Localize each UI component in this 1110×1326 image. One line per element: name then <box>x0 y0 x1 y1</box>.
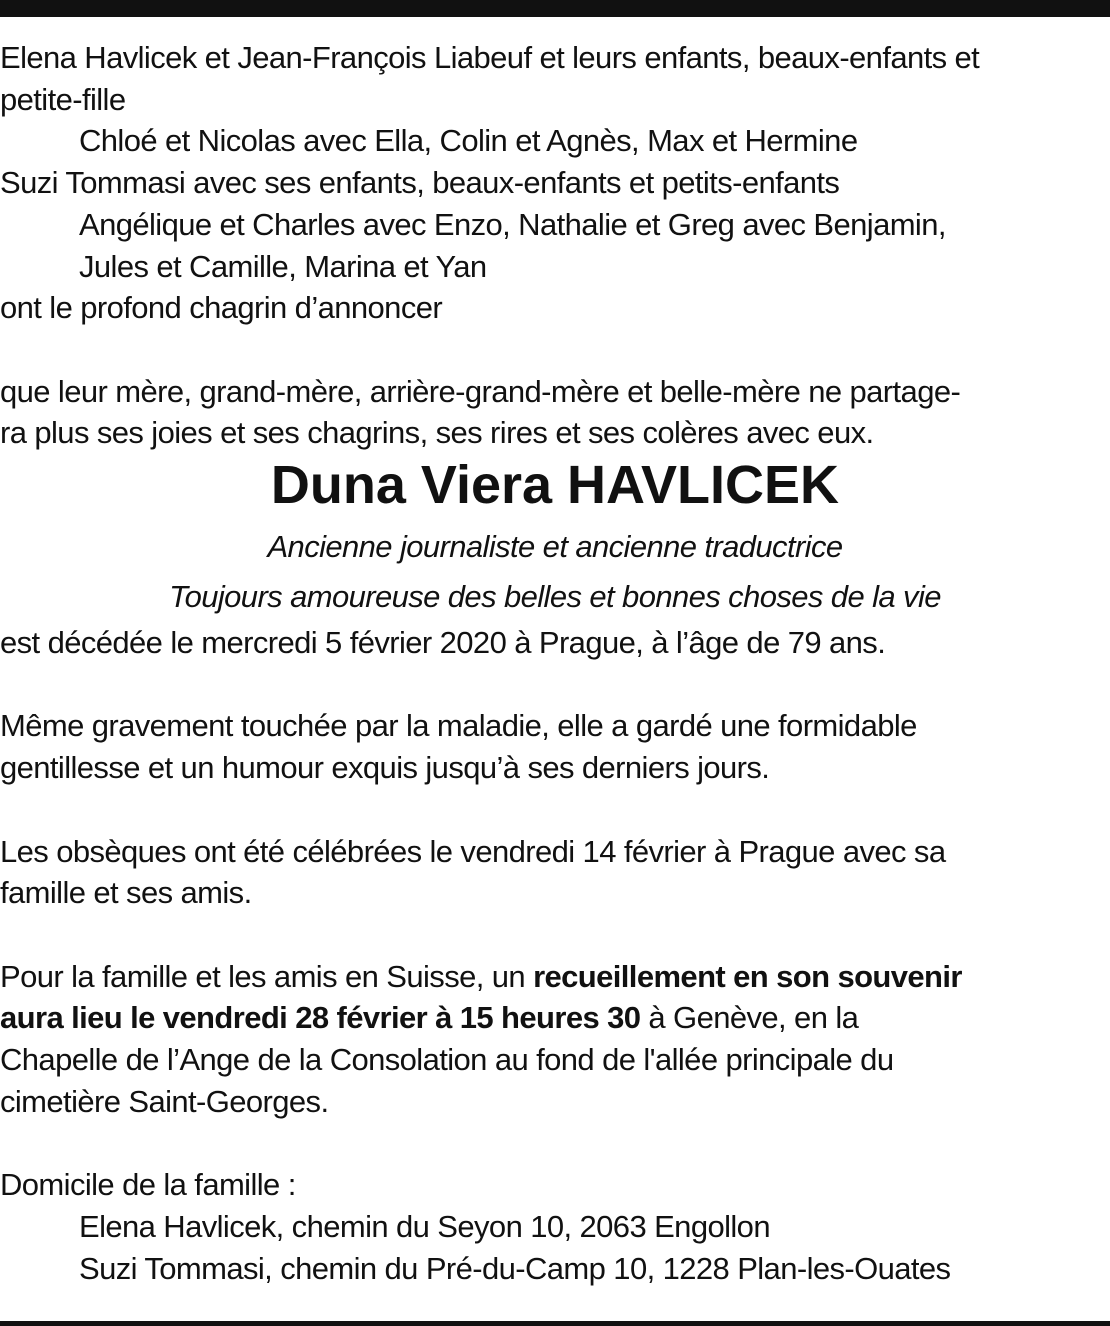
announcement-line: que leur mère, grand-mère, arrière-grand-mère et belle-mère ne partage- <box>0 373 961 409</box>
family-intro-line: Elena Havlicek et Jean-François Liabeuf et leurs enfants, beaux-enfants et <box>0 40 980 75</box>
death-date-line: est décédée le mercredi 5 février 2020 à Prague, à l’âge de 79 ans. <box>0 625 886 661</box>
announcement-line: ra plus ses joies et ses chagrins, ses rires et ses colères avec eux. <box>0 415 874 451</box>
bottom-border-rule <box>0 1321 1110 1326</box>
deceased-profession: Ancienne journaliste et ancienne traductrice <box>267 529 843 565</box>
domicile-address: Elena Havlicek, chemin du Seyon 10, 2063 Engollon <box>79 1208 770 1244</box>
deceased-name: Duna Viera HAVLICEK <box>270 455 840 516</box>
illness-line: gentillesse et un humour exquis jusqu’à ses derniers jours. <box>0 750 770 786</box>
memorial-paragraph <box>0 956 1110 1123</box>
domicile-section <box>0 1164 1110 1289</box>
family-intro-line: petite-fille <box>0 81 126 117</box>
memorial-emphasis: aura lieu le vendredi 28 février à 15 heures 30 <box>0 1000 641 1036</box>
obituary-notice <box>0 37 1110 1289</box>
illness-line: Même gravement touchée par la maladie, elle a gardé une formidable <box>0 708 917 744</box>
spacer <box>0 329 1110 371</box>
memorial-line <box>0 956 1110 998</box>
memorial-emphasis: recueillement en son souvenir <box>533 958 962 994</box>
announcement-section <box>0 371 1110 454</box>
memorial-line: cimetière Saint-Georges. <box>0 1083 329 1119</box>
spacer <box>0 664 1110 706</box>
family-intro-line: Angélique et Charles avec Enzo, Nathalie et Greg avec Benjamin, <box>79 206 946 242</box>
illness-paragraph <box>0 705 1110 788</box>
memorial-text: Pour la famille et les amis en Suisse, un <box>0 958 534 994</box>
domicile-heading: Domicile de la famille : <box>0 1167 296 1203</box>
deceased-motto: Toujours amoureuse des belles et bonnes choses de la vie <box>169 579 941 615</box>
family-intro-line: ont le profond chagrin d’annoncer <box>0 290 443 326</box>
family-intro-line: Chloé et Nicolas avec Ella, Colin et Agnès, Max et Hermine <box>79 123 858 159</box>
family-intro-section <box>0 37 1110 329</box>
memorial-text: à Genève, en la <box>640 1000 859 1036</box>
memorial-line <box>0 997 1110 1039</box>
memorial-line: Chapelle de l’Ange de la Consolation au fond de l'allée principale du <box>0 1042 894 1077</box>
spacer <box>0 789 1110 831</box>
family-intro-line: Jules et Camille, Marina et Yan <box>79 248 487 284</box>
spacer <box>0 914 1110 956</box>
funeral-line: famille et ses amis. <box>0 875 252 911</box>
top-border-rule <box>0 0 1110 17</box>
funeral-line: Les obsèques ont été célébrées le vendredi 14 février à Prague avec sa <box>0 833 946 869</box>
spacer <box>0 1122 1110 1164</box>
funeral-paragraph <box>0 831 1110 914</box>
family-intro-line: Suzi Tommasi avec ses enfants, beaux-enfants et petits-enfants <box>0 165 840 201</box>
domicile-address: Suzi Tommasi, chemin du Pré-du-Camp 10, 1228 Plan-les-Ouates <box>79 1250 951 1286</box>
